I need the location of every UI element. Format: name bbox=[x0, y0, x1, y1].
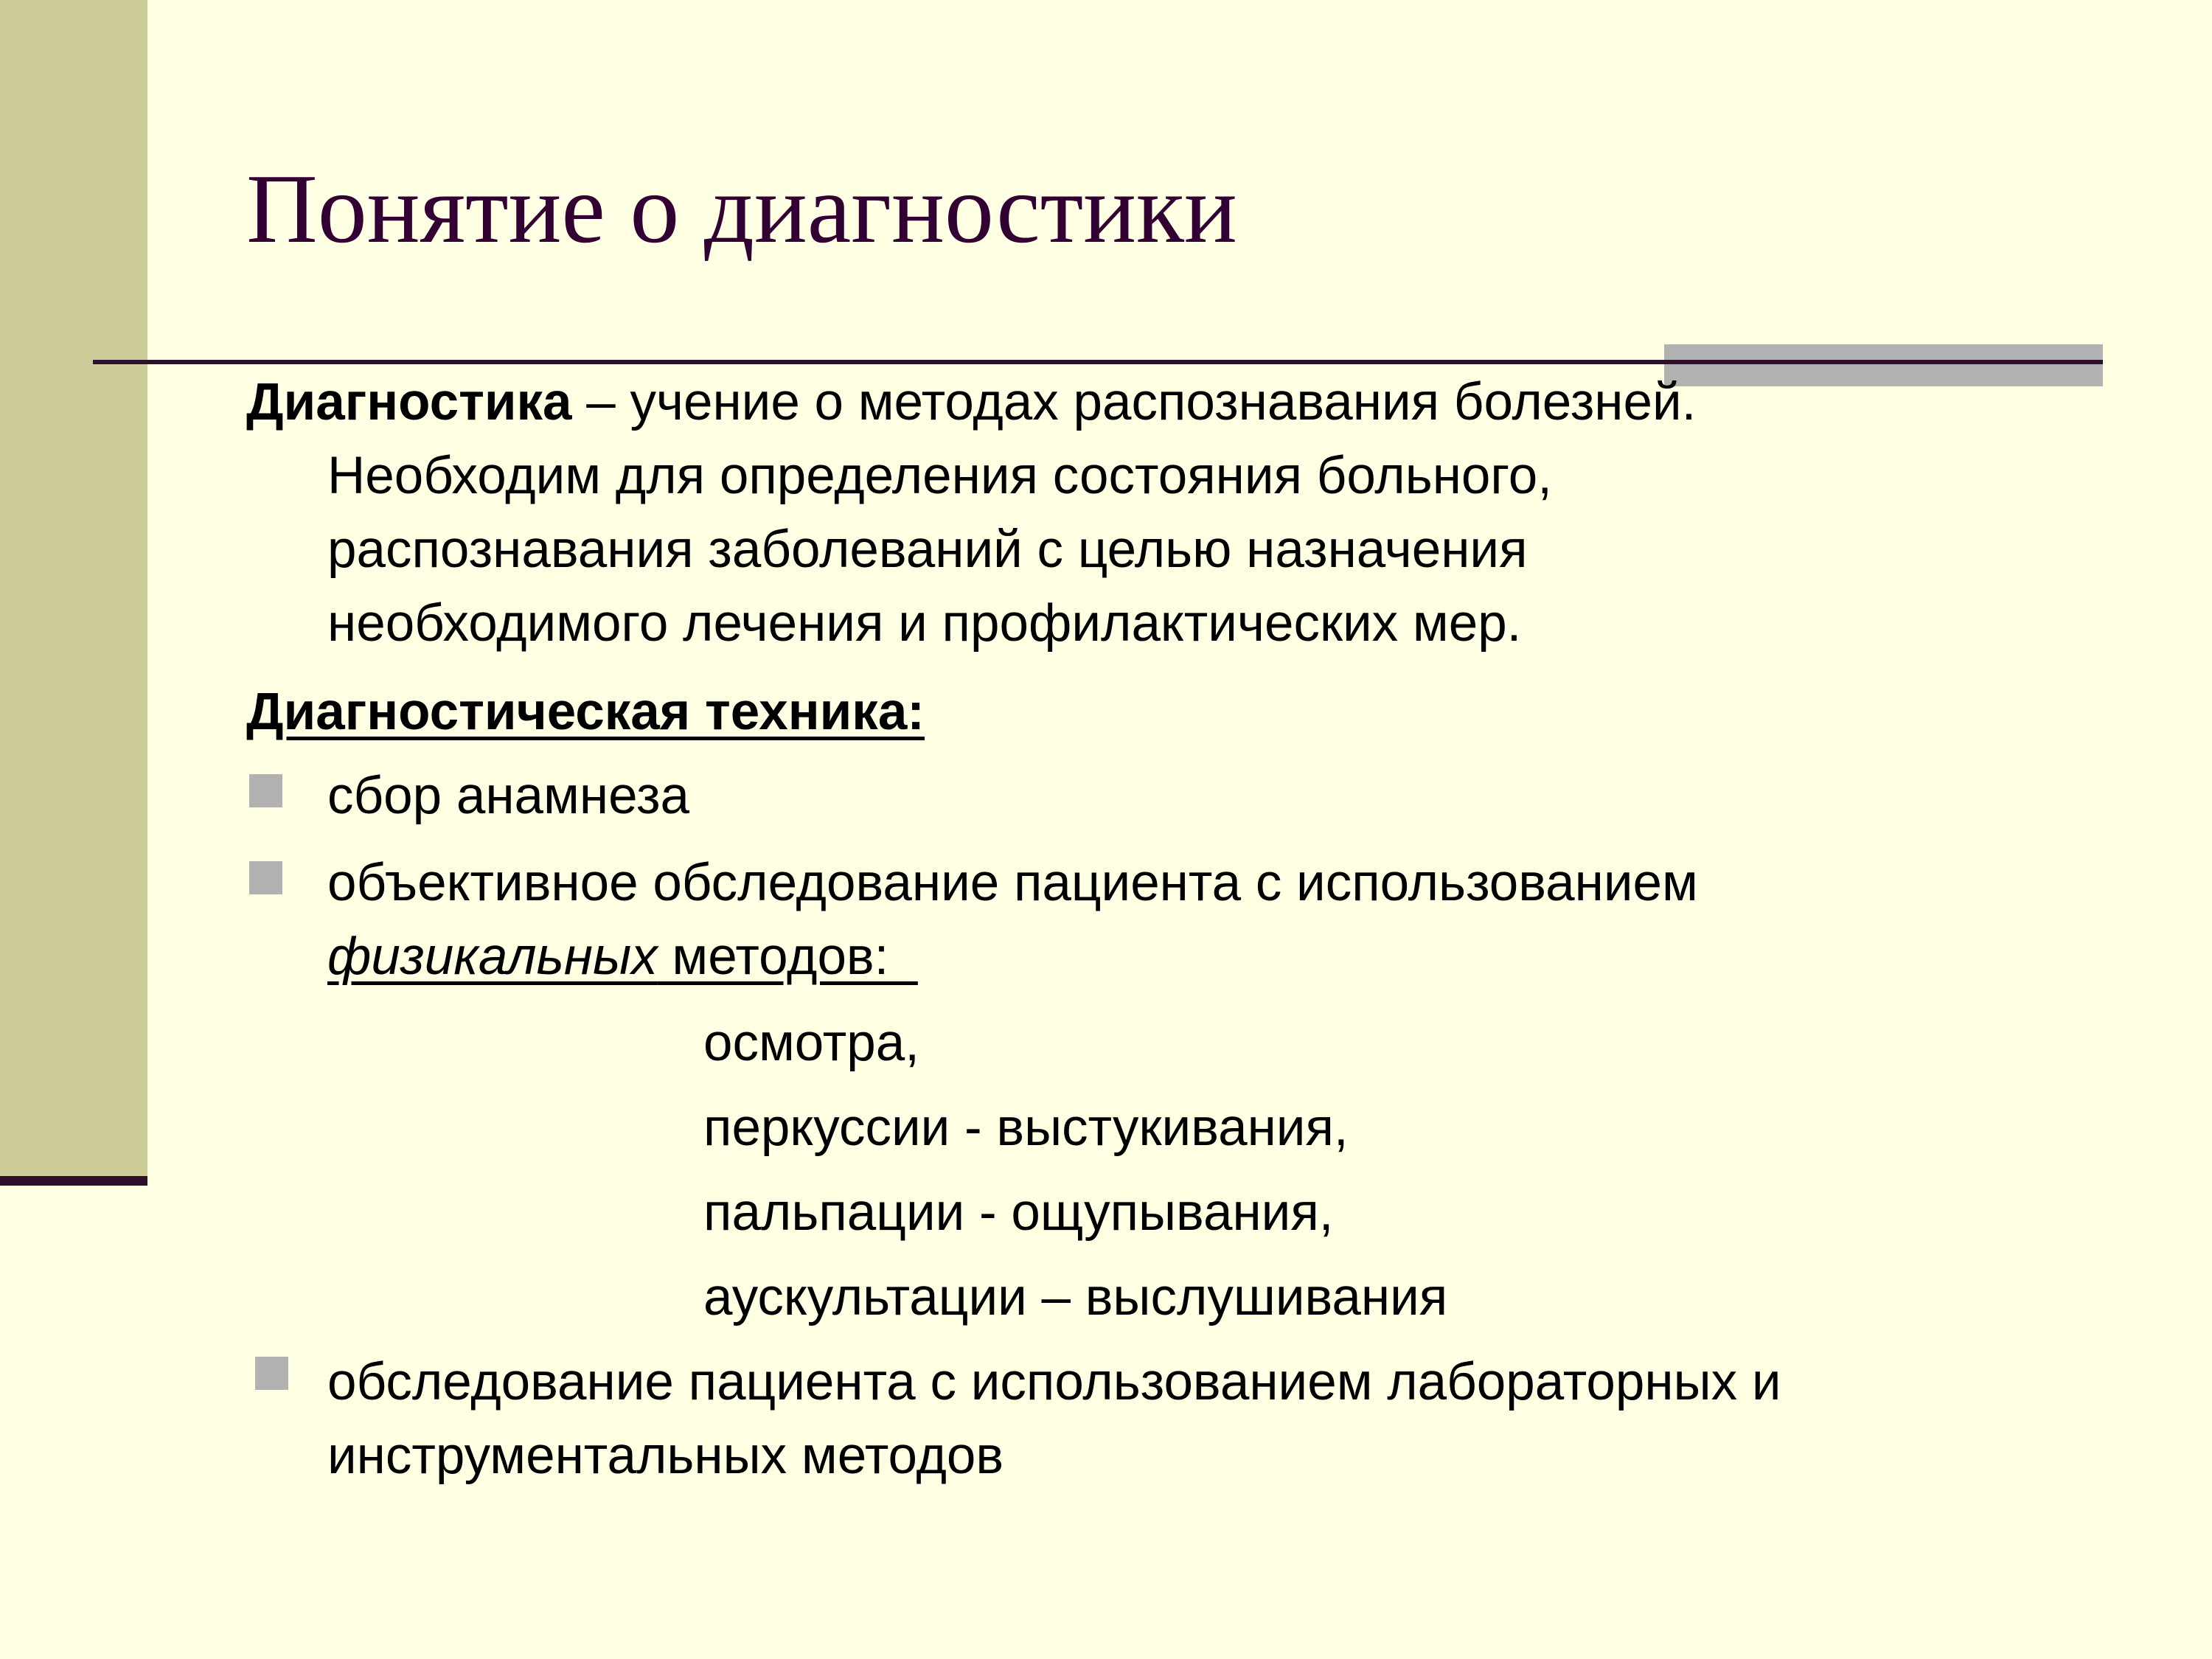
bullet-3-line-1: обследование пациента с использованием лабораторных и bbox=[327, 1353, 1781, 1411]
bullet-2-line-1: объективное обследование пациента с использованием bbox=[327, 854, 1698, 912]
technique-heading: Диагностическая техника: bbox=[246, 683, 925, 741]
sub-item-palpation: пальпации - ощупывания, bbox=[703, 1183, 1334, 1242]
methods-label: методов: bbox=[657, 928, 918, 986]
definition-line-4: необходимого лечения и профилактических мер. bbox=[327, 594, 1522, 653]
sub-item-auscultation: аускультации – выслушивания bbox=[703, 1268, 1448, 1326]
bullet-square-icon bbox=[249, 861, 282, 894]
definition-line-2: Необходим для определения состояния больного, bbox=[327, 447, 1552, 505]
physical-methods-term: физикальных bbox=[327, 928, 658, 986]
bullet-2-line-2-underlined bbox=[327, 928, 918, 986]
sub-item-inspection: осмотра, bbox=[703, 1014, 919, 1072]
slide-title: Понятие о диагностики bbox=[246, 154, 1237, 263]
definition-text: – учение о методах распознавания болезней. bbox=[571, 373, 1697, 431]
bullet-1-text: сбор анамнеза bbox=[327, 767, 690, 825]
technique-heading-row bbox=[246, 675, 925, 749]
bullet-square-icon bbox=[255, 1357, 288, 1390]
bullet-3-line-2: инструментальных методов bbox=[327, 1427, 1004, 1485]
sub-item-percussion: перкуссии - выстукивания, bbox=[703, 1099, 1349, 1157]
definition-line-3: распознавания заболеваний с целью назначения bbox=[327, 521, 1528, 579]
bullet-2-line-2 bbox=[327, 920, 918, 994]
definition-term: Диагностика bbox=[246, 373, 572, 431]
bullet-square-icon bbox=[249, 774, 282, 807]
definition-line-1 bbox=[246, 366, 1696, 439]
